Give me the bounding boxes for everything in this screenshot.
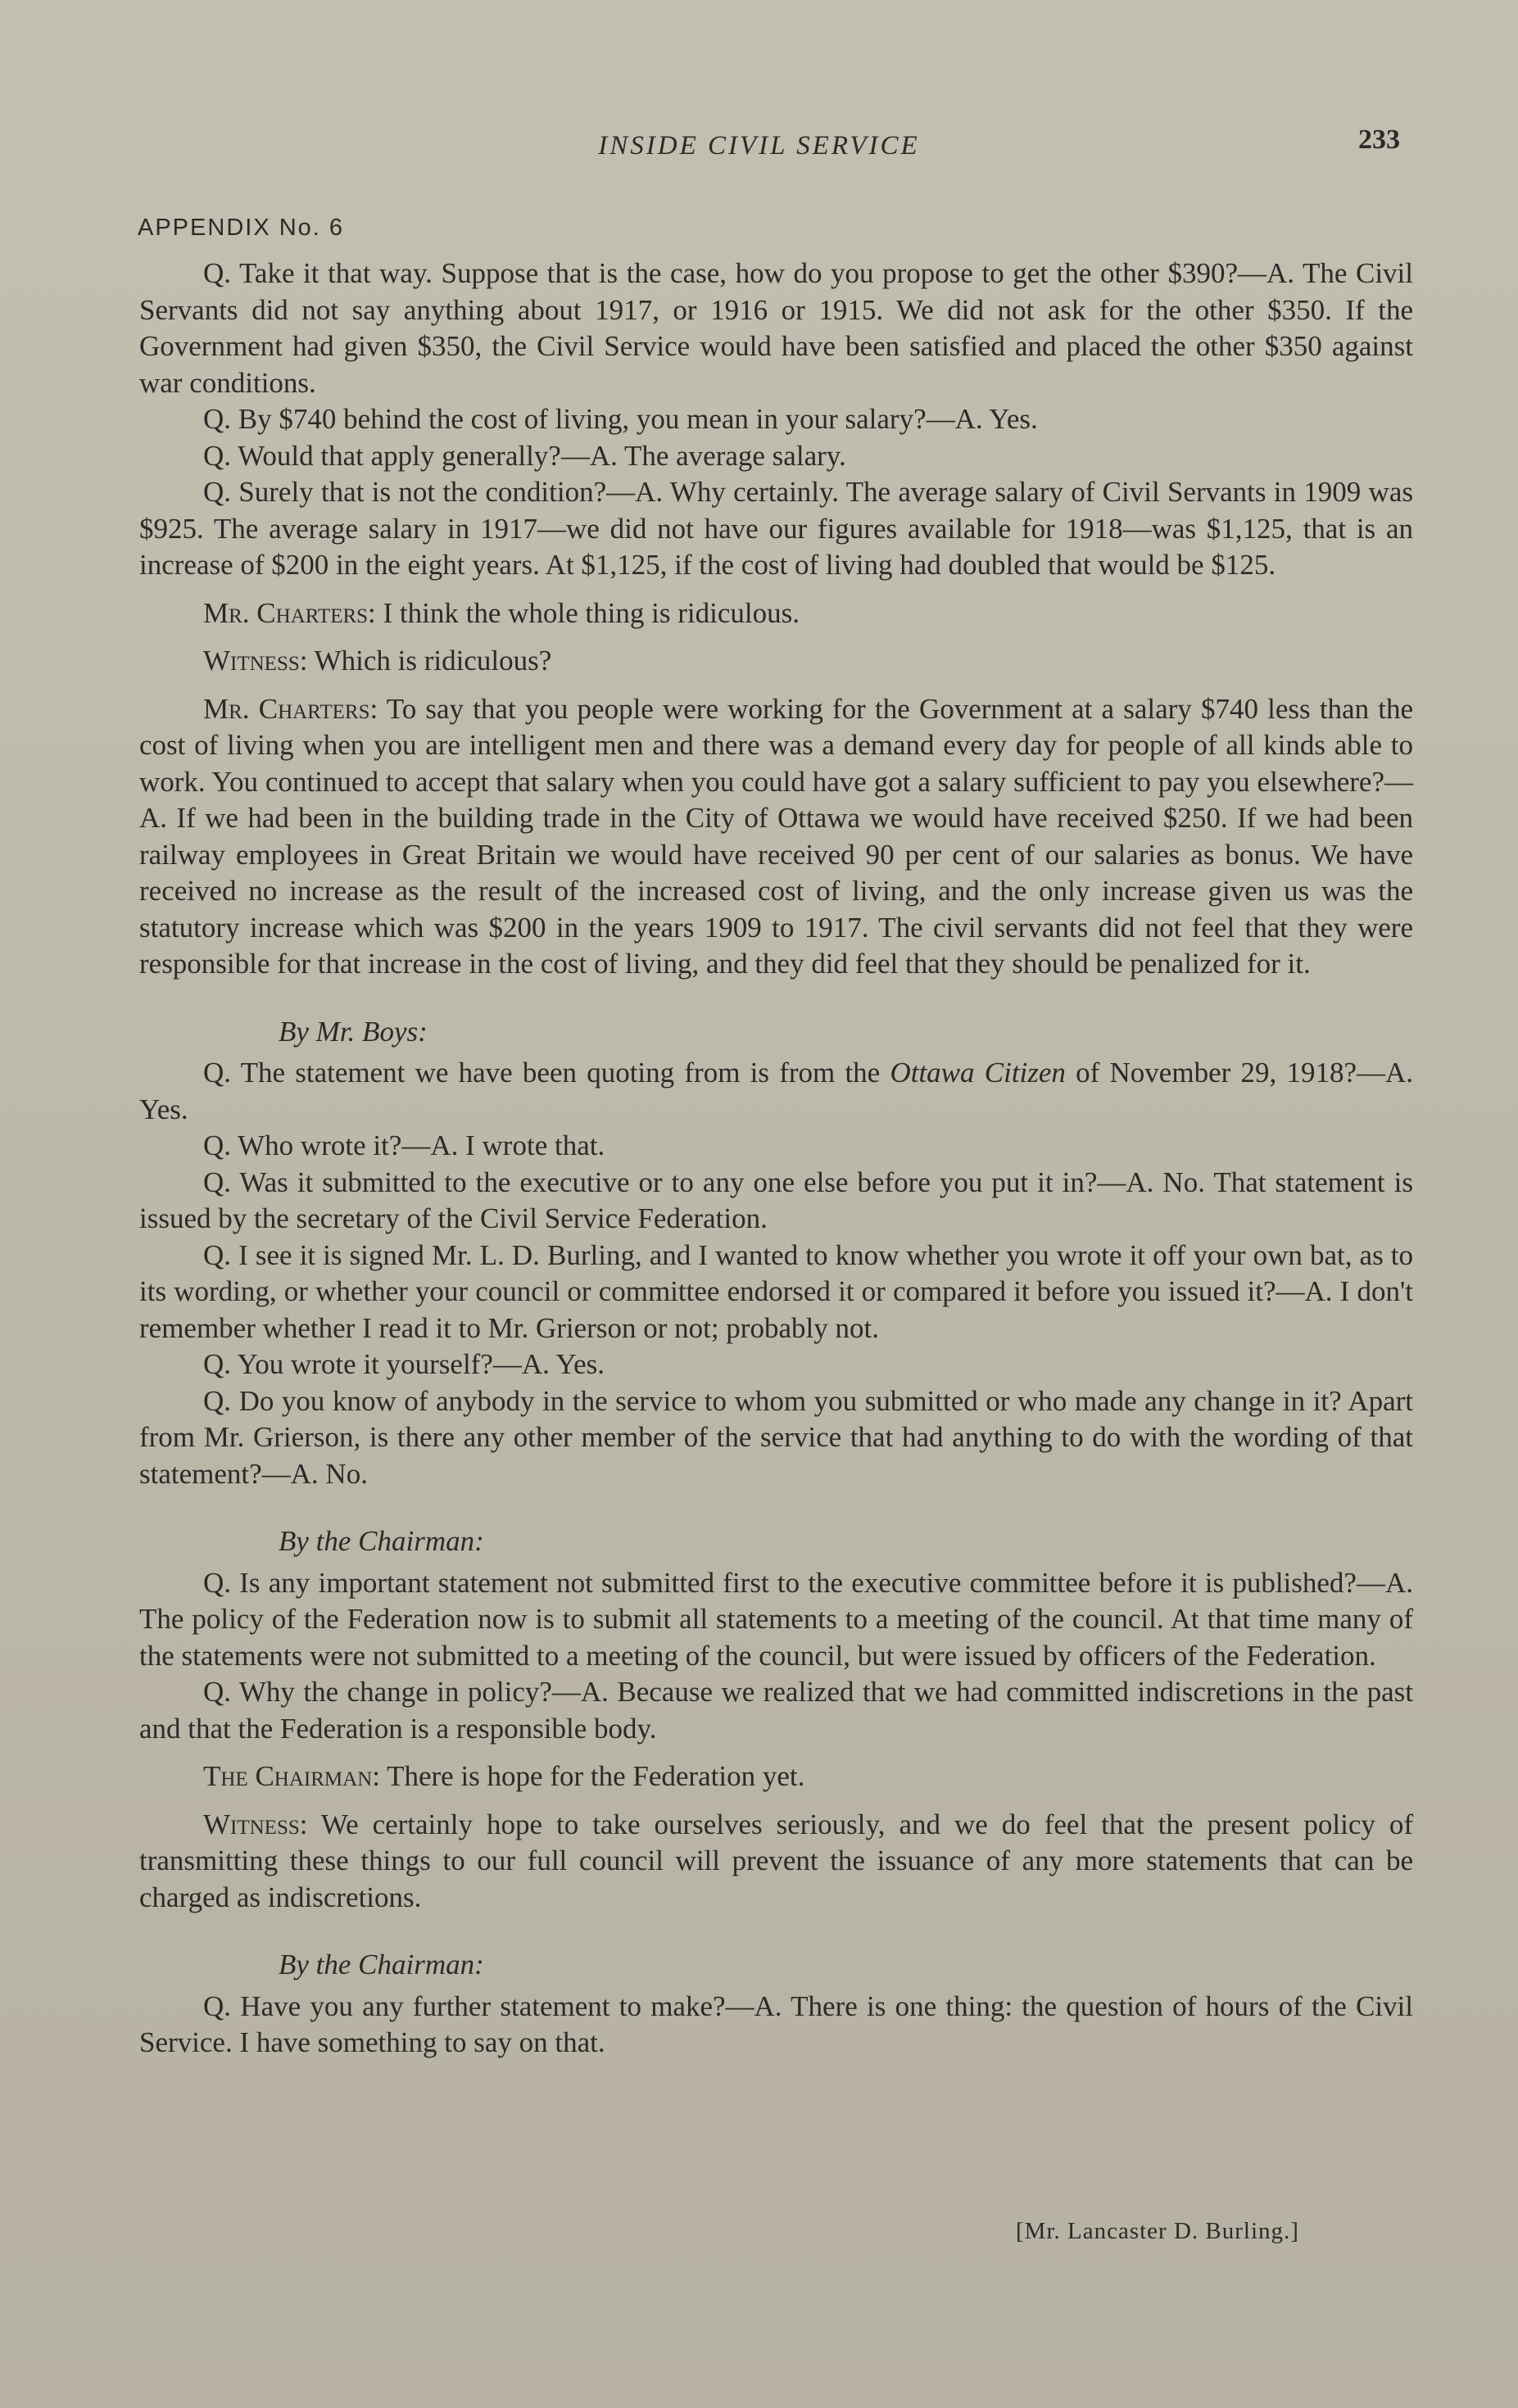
running-header: INSIDE CIVIL SERVICE	[598, 131, 920, 161]
paragraph: Q. By $740 behind the cost of living, you mean in your salary?—A. Yes.	[203, 403, 1038, 435]
section-heading: By the Chairman:	[279, 1525, 484, 1557]
speaker-name: The Chairman	[203, 1760, 373, 1792]
paragraph: Q. Would that apply generally?—A. The average salary.	[203, 439, 846, 472]
italic-title: Ottawa Citizen	[890, 1057, 1066, 1089]
paragraph: Q. Surely that is not the condition?—A. Why certainly. The average salary of Civil Servants in 1909 was $925. The average salary in 1917—we did not have our figures available for 1918—was $1,125, that is an increase of $200 in the eight years. At $1,125, if the cost of living had doubled that would be $125.	[139, 476, 1413, 581]
speaker-text: : Which is ridiculous?	[299, 645, 552, 677]
paragraph	[139, 1055, 1413, 1128]
paragraph: Q. Take it that way. Suppose that is the case, how do you propose to get the other $390?—A. The Civil Servants did not say anything about 1917, or 1916 or 1915. We did not ask for the other $350. If the Government had given $350, the Civil Service would have been satisfied and placed the other $350 against war conditions.	[139, 257, 1413, 399]
appendix-label: APPENDIX No. 6	[138, 215, 345, 241]
speaker-text: : To say that you people were working for the Government at a salary $740 less than the cost of living when you are intelligent men and there was a demand every day for people of all kinds able to work. You continued to accept that salary when you could have got a salary sufficient to pay you elsewhere?—A. If we had been in the building trade in the City of Ottawa we would have received $250. If we had been railway employees in Great Britain we would have received 90 per cent of our salaries as bonus. We have received no increase as the result of the increased cost of living, and the only increase given us was the statutory increase which was $200 in the years 1909 to 1917. The civil servants did not feel that they were responsible for that increase in the cost of living, and they did feel that they should be penalized for it.	[139, 692, 1414, 980]
speaker-name: Witness	[203, 1808, 300, 1840]
paragraph: Q. Have you any further statement to make?—A. There is one thing: the question of hours of the Civil Service. I have something to say on that.	[139, 1989, 1413, 2058]
speaker-paragraph	[139, 595, 1413, 632]
speaker-name: Mr. Charters	[203, 596, 369, 629]
speaker-name: Mr. Charters	[203, 692, 370, 725]
paragraph: Q. Why the change in policy?—A. Because we realized that we had committed indiscretions in the past and that the Federation is a responsible body.	[139, 1676, 1413, 1745]
paragraph: Q. Who wrote it?—A. I wrote that.	[203, 1129, 605, 1161]
speaker-paragraph	[139, 691, 1413, 983]
paragraph: Q. Was it submitted to the executive or to any one else before you put it in?—A. No. That statement is issued by the secretary of the Civil Service Federation.	[139, 1166, 1413, 1234]
speaker-name: Witness	[203, 645, 300, 677]
paragraph-text: of November 29, 1918?—A. Yes.	[139, 1057, 1414, 1125]
witness-signature: [Mr. Lancaster D. Burling.]	[1016, 2218, 1299, 2244]
speaker-text: : We certainly hope to take ourselves seriously, and we do feel that the present policy of transmitting these things to our full council will prevent the issuance of any more statements that can be charged as indiscretions.	[139, 1808, 1413, 1913]
speaker-paragraph	[139, 1758, 1413, 1795]
speaker-text: : There is hope for the Federation yet.	[372, 1760, 805, 1792]
paragraph: Q. You wrote it yourself?—A. Yes.	[203, 1348, 605, 1380]
paragraph: Q. Do you know of anybody in the service to whom you submitted or who made any change in it? Apart from Mr. Grierson, is there any other member of the service that had anything to do with the wording of that statement?—A. No.	[139, 1384, 1413, 1490]
paragraph-text: Q. The statement we have been quoting from is from the	[203, 1057, 881, 1089]
speaker-text: : I think the whole thing is ridiculous.	[368, 596, 800, 629]
speaker-paragraph	[139, 1807, 1413, 1917]
document-body	[139, 256, 1413, 2062]
page-number: 233	[1358, 124, 1400, 155]
section-heading: By the Chairman:	[279, 1949, 484, 1980]
paragraph: Q. Is any important statement not submitted first to the executive committee before it is published?—A. The policy of the Federation now is to submit all statements to a meeting of the council. At that time many of the statements were not submitted to a meeting of the council, but were issued by officers of the Federation.	[139, 1566, 1413, 1672]
paragraph: Q. I see it is signed Mr. L. D. Burling, and I wanted to know whether you wrote it off your own bat, as to its wording, or whether your council or committee endorsed it or compared it before you issued it?—A. I don't remember whether I read it to Mr. Grierson or not; probably not.	[139, 1238, 1413, 1344]
speaker-paragraph	[139, 643, 1413, 680]
section-heading: By Mr. Boys:	[279, 1015, 428, 1048]
